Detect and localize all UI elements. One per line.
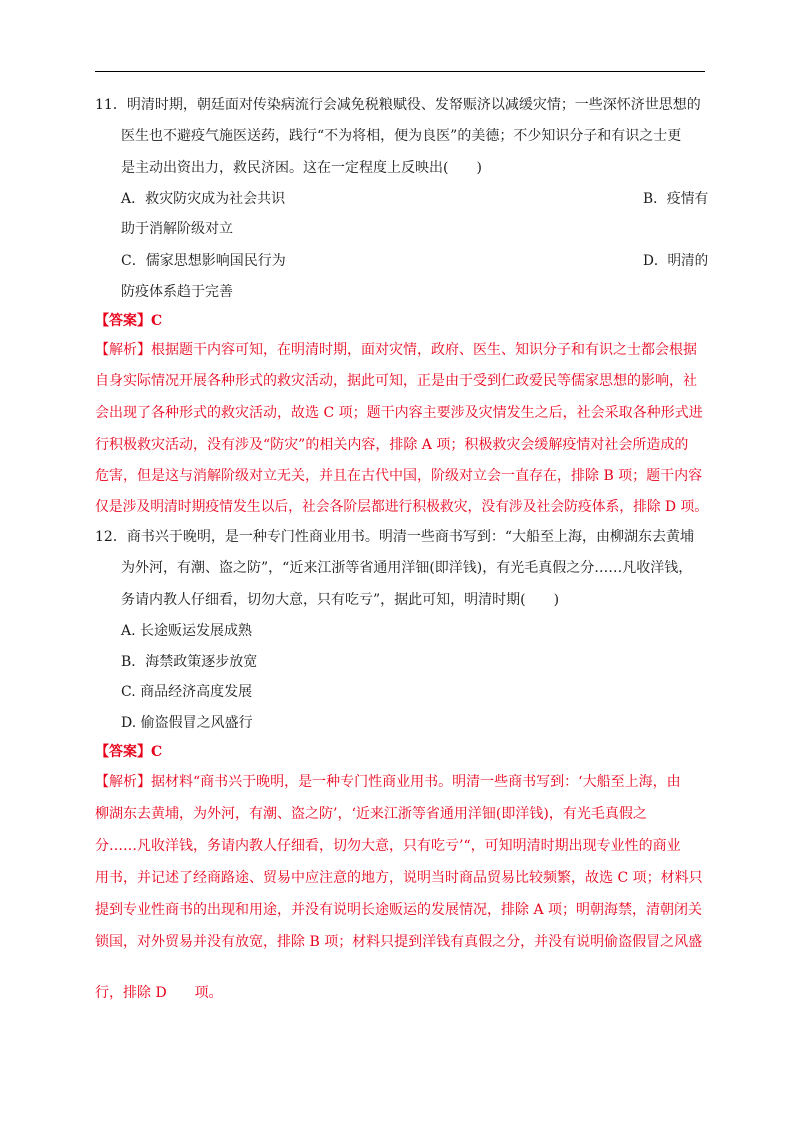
q12-analysis-line-7: 行，排除 D 项。 bbox=[95, 985, 223, 1001]
q11-option-b-continued: 助于消解阶级对立 bbox=[121, 221, 233, 237]
q12-option-c: C. 商品经济高度发展 bbox=[121, 684, 253, 700]
q12-stem-line-1: 12．商书兴于晚明，是一种专门性商业用书。明清一些商书写到：“大船至上海，由柳湖东去黄埔 bbox=[95, 529, 694, 545]
q12-option-d: D. 偷盗假冒之风盛行 bbox=[121, 715, 253, 731]
q11-analysis-line-1: 【解析】根据题干内容可知，在明清时期，面对灾情，政府、医生、知识分子和有识之士都会根据 bbox=[95, 342, 697, 358]
q11-analysis-line-5: 危害，但是这与消解阶级对立无关，并且在古代中国，阶级对立会一直存在，排除 B 项；题干内容 bbox=[95, 468, 703, 484]
q11-analysis-line-4: 行积极救灾活动，没有涉及“防灾”的相关内容，排除 A 项；积极救灾会缓解疫情对社会所造成的 bbox=[95, 437, 689, 453]
q11-stem-line-1: 11．明清时期，朝廷面对传染病流行会减免税粮赋役、发帑赈济以减缓灾情；一些深怀济世思想的 bbox=[95, 97, 701, 113]
q12-analysis-line-5: 提到专业性商书的出现和用途，并没有说明长途贩运的发展情况，排除 A 项；明朝海禁，清朝闭关 bbox=[95, 902, 703, 918]
q11-analysis-line-2: 自身实际情况开展各种形式的救灾活动，据此可知，正是由于受到仁政爱民等儒家思想的影响，社 bbox=[95, 373, 697, 389]
q11-option-a: A．救灾防灾成为社会共识 bbox=[121, 191, 286, 207]
q11-option-c: C．儒家思想影响国民行为 bbox=[121, 253, 286, 269]
q12-option-a: A. 长途贩运发展成熟 bbox=[121, 623, 253, 639]
q11-option-b: B．疫情有 bbox=[643, 191, 709, 207]
q12-analysis-line-2: 柳湖东去黄埔，为外河，有潮、盗之防’，‘近来江浙等省通用洋钿(即洋钱)，有光毛真假之 bbox=[95, 806, 647, 822]
q11-analysis-line-6: 仅是涉及明清时期疫情发生以后，社会各阶层都进行积极救灾，没有涉及社会防疫体系，排除 D 项。 bbox=[95, 499, 709, 515]
q12-stem-line-2: 为外河，有潮、盗之防”，“近来江浙等省通用洋钿(即洋钱)，有光毛真假之分……凡收洋钱， bbox=[121, 560, 693, 576]
q11-stem-line-2: 医生也不避疫气施医送药，践行“不为将相，便为良医”的美德；不少知识分子和有识之士更 bbox=[121, 128, 682, 144]
q12-option-b: B．海禁政策逐步放宽 bbox=[121, 654, 258, 670]
q12-analysis-line-3: 分……凡收洋钱，务请内教人仔细看，切勿大意，只有吃亏’“，可知明清时期出现专业性的商业 bbox=[95, 838, 681, 854]
q12-answer: 【答案】C bbox=[95, 744, 163, 760]
q11-option-d: D．明清的 bbox=[643, 253, 709, 269]
q11-answer: 【答案】C bbox=[95, 313, 163, 329]
q12-analysis-line-4: 用书，并记述了经商路途、贸易中应注意的地方，说明当时商品贸易比较频繁，故选 C 项；材料只 bbox=[95, 870, 703, 886]
header-rule bbox=[95, 71, 705, 72]
q11-stem-line-3: 是主动出资出力，救民济困。这在一定程度上反映出( ) bbox=[121, 160, 482, 176]
q12-analysis-line-6: 锁国，对外贸易并没有放宽，排除 B 项；材料只提到洋钱有真假之分，并没有说明偷盗假冒之风盛 bbox=[95, 934, 703, 950]
q11-analysis-line-3: 会出现了各种形式的救灾活动，故选 C 项；题干内容主要涉及灾情发生之后，社会采取各种形式进 bbox=[95, 405, 703, 421]
q12-stem-line-3: 务请内教人仔细看，切勿大意，只有吃亏”，据此可知，明清时期( ) bbox=[121, 592, 560, 608]
q12-analysis-line-1: 【解析】据材料“商书兴于晚明，是一种专门性商业用书。明清一些商书写到：‘大船至上海，由 bbox=[95, 774, 681, 790]
q11-option-d-continued: 防疫体系趋于完善 bbox=[121, 284, 233, 300]
